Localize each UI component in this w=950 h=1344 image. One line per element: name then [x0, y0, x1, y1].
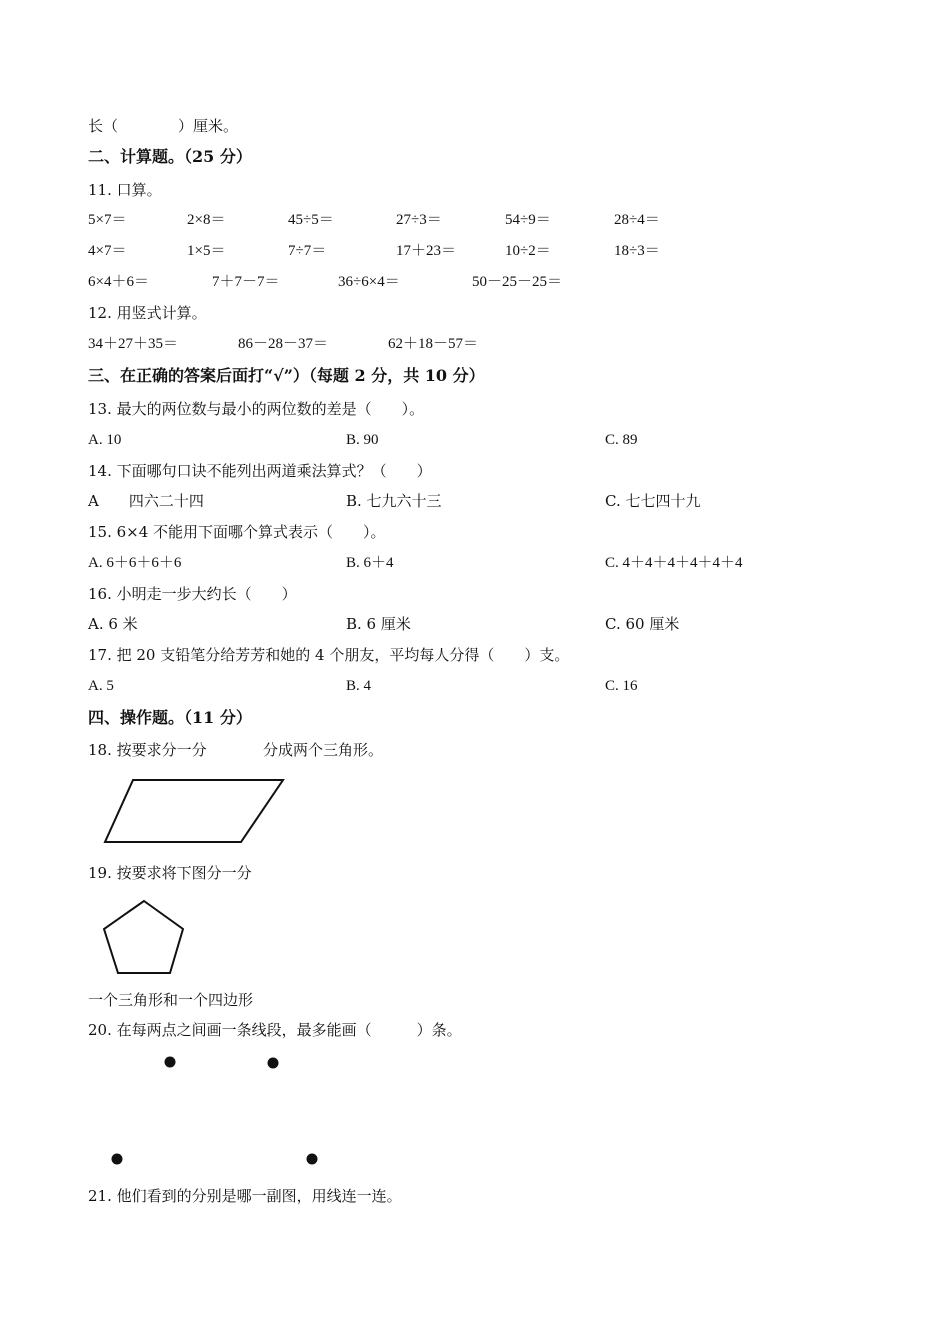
q17-option-c[interactable]: C. 16 [605, 678, 638, 694]
q21-label: 21. 他们看到的分别是哪一副图，用线连一连。 [88, 1187, 402, 1205]
section-4-heading: 四、操作题。（11 分） [88, 708, 252, 727]
q11-cell: 2×8＝ [187, 212, 226, 228]
q16-stem: 16. 小明走一步大约长（ ） [88, 585, 297, 603]
q11-cell: 7＋7－7＝ [212, 274, 280, 290]
q13-option-a[interactable]: A. 10 [88, 432, 122, 448]
four-dots-figure [100, 1050, 330, 1170]
pentagon-shape [104, 901, 183, 973]
q11-cell: 27÷3＝ [396, 212, 442, 228]
q19-caption: 一个三角形和一个四边形 [88, 991, 254, 1009]
q11-cell: 18÷3＝ [614, 243, 660, 259]
q17-option-b[interactable]: B. 4 [346, 678, 372, 694]
q11-label: 11. 口算。 [88, 181, 162, 199]
q15-stem: 15. 6×4 不能用下面哪个算式表示（ ）。 [88, 523, 386, 541]
q11-cell: 1×5＝ [187, 243, 226, 259]
dot-top-right [268, 1058, 279, 1069]
q14-option-a[interactable]: A 四六二十四 [88, 492, 204, 510]
q11-cell: 17＋23＝ [396, 243, 457, 259]
q13-stem: 13. 最大的两位数与最小的两位数的差是（ ）。 [88, 400, 425, 418]
q17-option-a[interactable]: A. 5 [88, 678, 114, 694]
q11-cell: 28÷4＝ [614, 212, 660, 228]
q11-cell: 50－25－25＝ [472, 274, 563, 290]
q12-label: 12. 用竖式计算。 [88, 304, 207, 322]
pentagon-figure [100, 898, 190, 978]
carry-over-text: 长（ ）厘米。 [88, 117, 239, 135]
q14-option-b[interactable]: B. 七九六十三 [346, 492, 442, 510]
q15-option-a[interactable]: A. 6＋6＋6＋6 [88, 555, 182, 571]
dot-top-left [165, 1057, 176, 1068]
q17-stem: 17. 把 20 支铅笔分给芳芳和她的 4 个朋友，平均每人分得（ ）支。 [88, 646, 570, 664]
q16-option-c[interactable]: C. 60 厘米 [605, 615, 680, 633]
dot-bottom-right [307, 1154, 318, 1165]
q11-cell: 10÷2＝ [505, 243, 551, 259]
q11-cell: 54÷9＝ [505, 212, 551, 228]
q18-instruction: 分成两个三角形。 [263, 741, 384, 759]
q15-option-b[interactable]: B. 6＋4 [346, 555, 394, 571]
q20-label: 20. 在每两点之间画一条线段，最多能画（ ）条。 [88, 1021, 462, 1039]
q12-item: 34＋27＋35＝ [88, 336, 179, 352]
q14-option-c[interactable]: C. 七七四十九 [605, 492, 701, 510]
q12-item: 62＋18－57＝ [388, 336, 479, 352]
q18-label: 18. 按要求分一分 [88, 741, 207, 759]
parallelogram-shape [105, 780, 283, 842]
parallelogram-figure [100, 772, 290, 844]
q16-option-b[interactable]: B. 6 厘米 [346, 615, 411, 633]
q11-cell: 5×7＝ [88, 212, 127, 228]
q13-option-b[interactable]: B. 90 [346, 432, 379, 448]
q16-option-a[interactable]: A. 6 米 [88, 615, 138, 633]
q11-cell: 45÷5＝ [288, 212, 334, 228]
q14-stem: 14. 下面哪句口诀不能列出两道乘法算式？（ ） [88, 462, 432, 480]
q12-item: 86－28－37＝ [238, 336, 329, 352]
q15-option-c[interactable]: C. 4＋4＋4＋4＋4＋4 [605, 555, 743, 571]
q19-label: 19. 按要求将下图分一分 [88, 864, 252, 882]
q11-cell: 6×4＋6＝ [88, 274, 149, 290]
q13-option-c[interactable]: C. 89 [605, 432, 638, 448]
q11-cell: 7÷7＝ [288, 243, 327, 259]
section-2-heading: 二、计算题。（25 分） [88, 147, 252, 166]
dot-bottom-left [112, 1154, 123, 1165]
q11-cell: 4×7＝ [88, 243, 127, 259]
section-3-heading: 三、在正确的答案后面打“√”）（每题 2 分，共 10 分） [88, 366, 485, 385]
q11-cell: 36÷6×4＝ [338, 274, 400, 290]
